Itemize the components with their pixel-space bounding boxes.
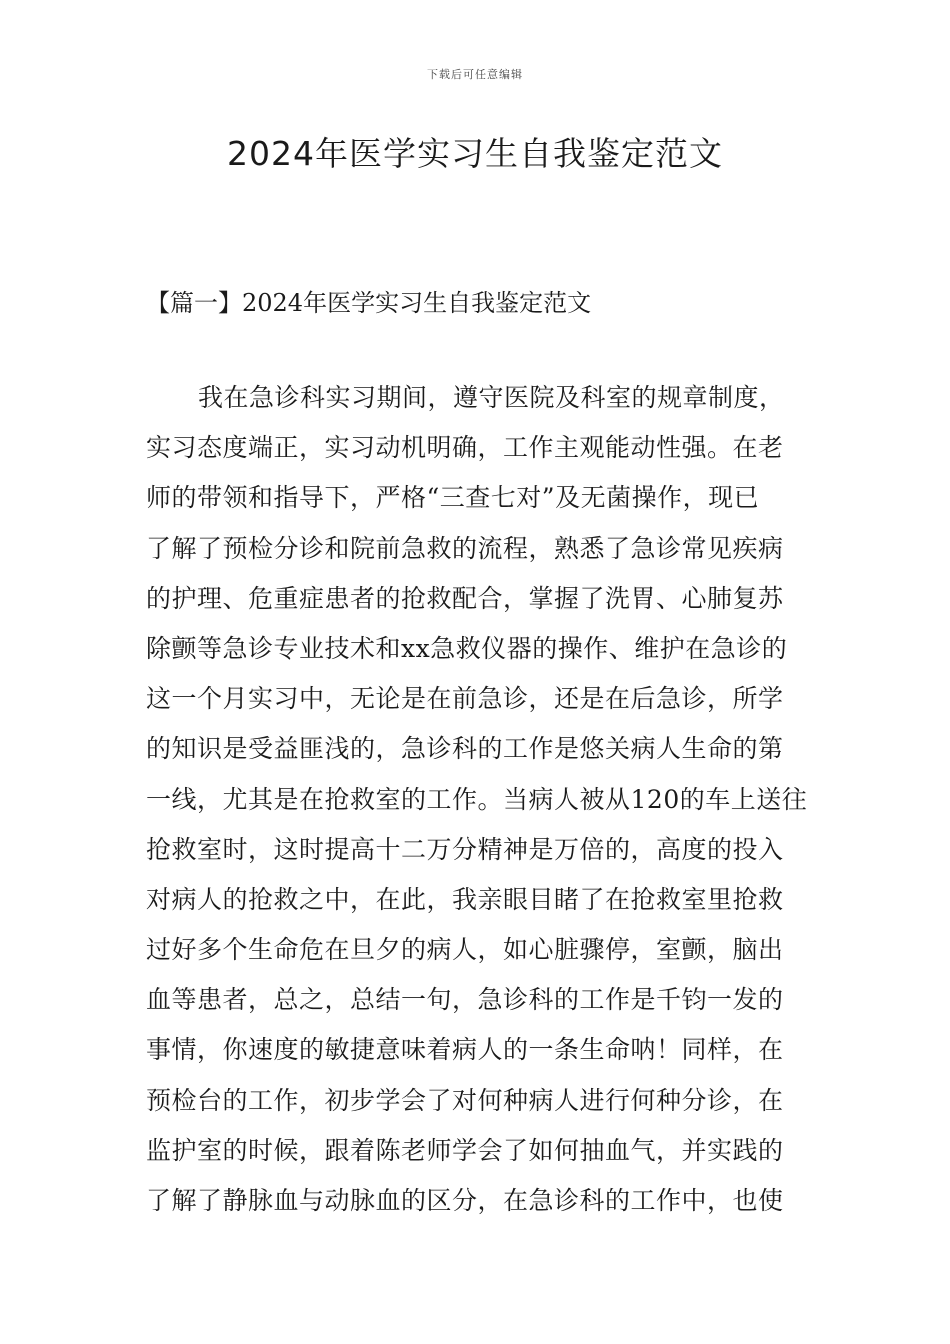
body-line: 监护室的时候，跟着陈老师学会了如何抽血气，并实践的 bbox=[146, 1135, 784, 1165]
body-line: 了解了预检分诊和院前急救的流程，熟悉了急诊常见疾病 bbox=[146, 533, 784, 563]
body-line: 的知识是受益匪浅的，急诊科的工作是悠关病人生命的第 bbox=[146, 734, 784, 764]
body-line: 抢救室时，这时提高十二万分精神是万倍的，高度的投入 bbox=[146, 834, 784, 864]
body-line: 师的带领和指导下，严格“三查七对”及无菌操作，现已 bbox=[146, 483, 760, 513]
body-line: 对病人的抢救之中，在此，我亲眼目睹了在抢救室里抢救 bbox=[146, 884, 784, 914]
document-title: 2024年医学实习生自我鉴定范文 bbox=[227, 134, 723, 173]
body-line: 一线，尤其是在抢救室的工作。当病人被从120的车上送往 bbox=[146, 784, 808, 814]
body-line: 实习态度端正，实习动机明确，工作主观能动性强。在老 bbox=[146, 433, 784, 463]
body-line: 的护理、危重症患者的抢救配合，掌握了洗胃、心肺复苏 bbox=[146, 583, 784, 613]
body-line: 过好多个生命危在旦夕的病人，如心脏骤停，室颤，脑出 bbox=[146, 935, 784, 965]
body-line: 我在急诊科实习期间，遵守医院及科室的规章制度， bbox=[198, 383, 785, 412]
body-line: 预检台的工作，初步学会了对何种病人进行何种分诊，在 bbox=[146, 1085, 784, 1115]
body-text bbox=[146, 381, 816, 1234]
header-note: 下载后可任意编辑 bbox=[427, 68, 523, 81]
body-line: 除颤等急诊专业技术和xx急救仪器的操作、维护在急诊的 bbox=[146, 633, 788, 663]
body-line: 了解了静脉血与动脉血的区分，在急诊科的工作中，也使 bbox=[146, 1186, 784, 1215]
section-heading: 【篇一】2024年医学实习生自我鉴定范文 bbox=[146, 289, 592, 317]
body-line: 这一个月实习中，无论是在前急诊，还是在后急诊，所学 bbox=[146, 684, 784, 714]
body-line: 血等患者，总之，总结一句，急诊科的工作是千钧一发的 bbox=[146, 985, 784, 1015]
body-line: 事情，你速度的敏捷意味着病人的一条生命呐！同样，在 bbox=[146, 1035, 784, 1065]
